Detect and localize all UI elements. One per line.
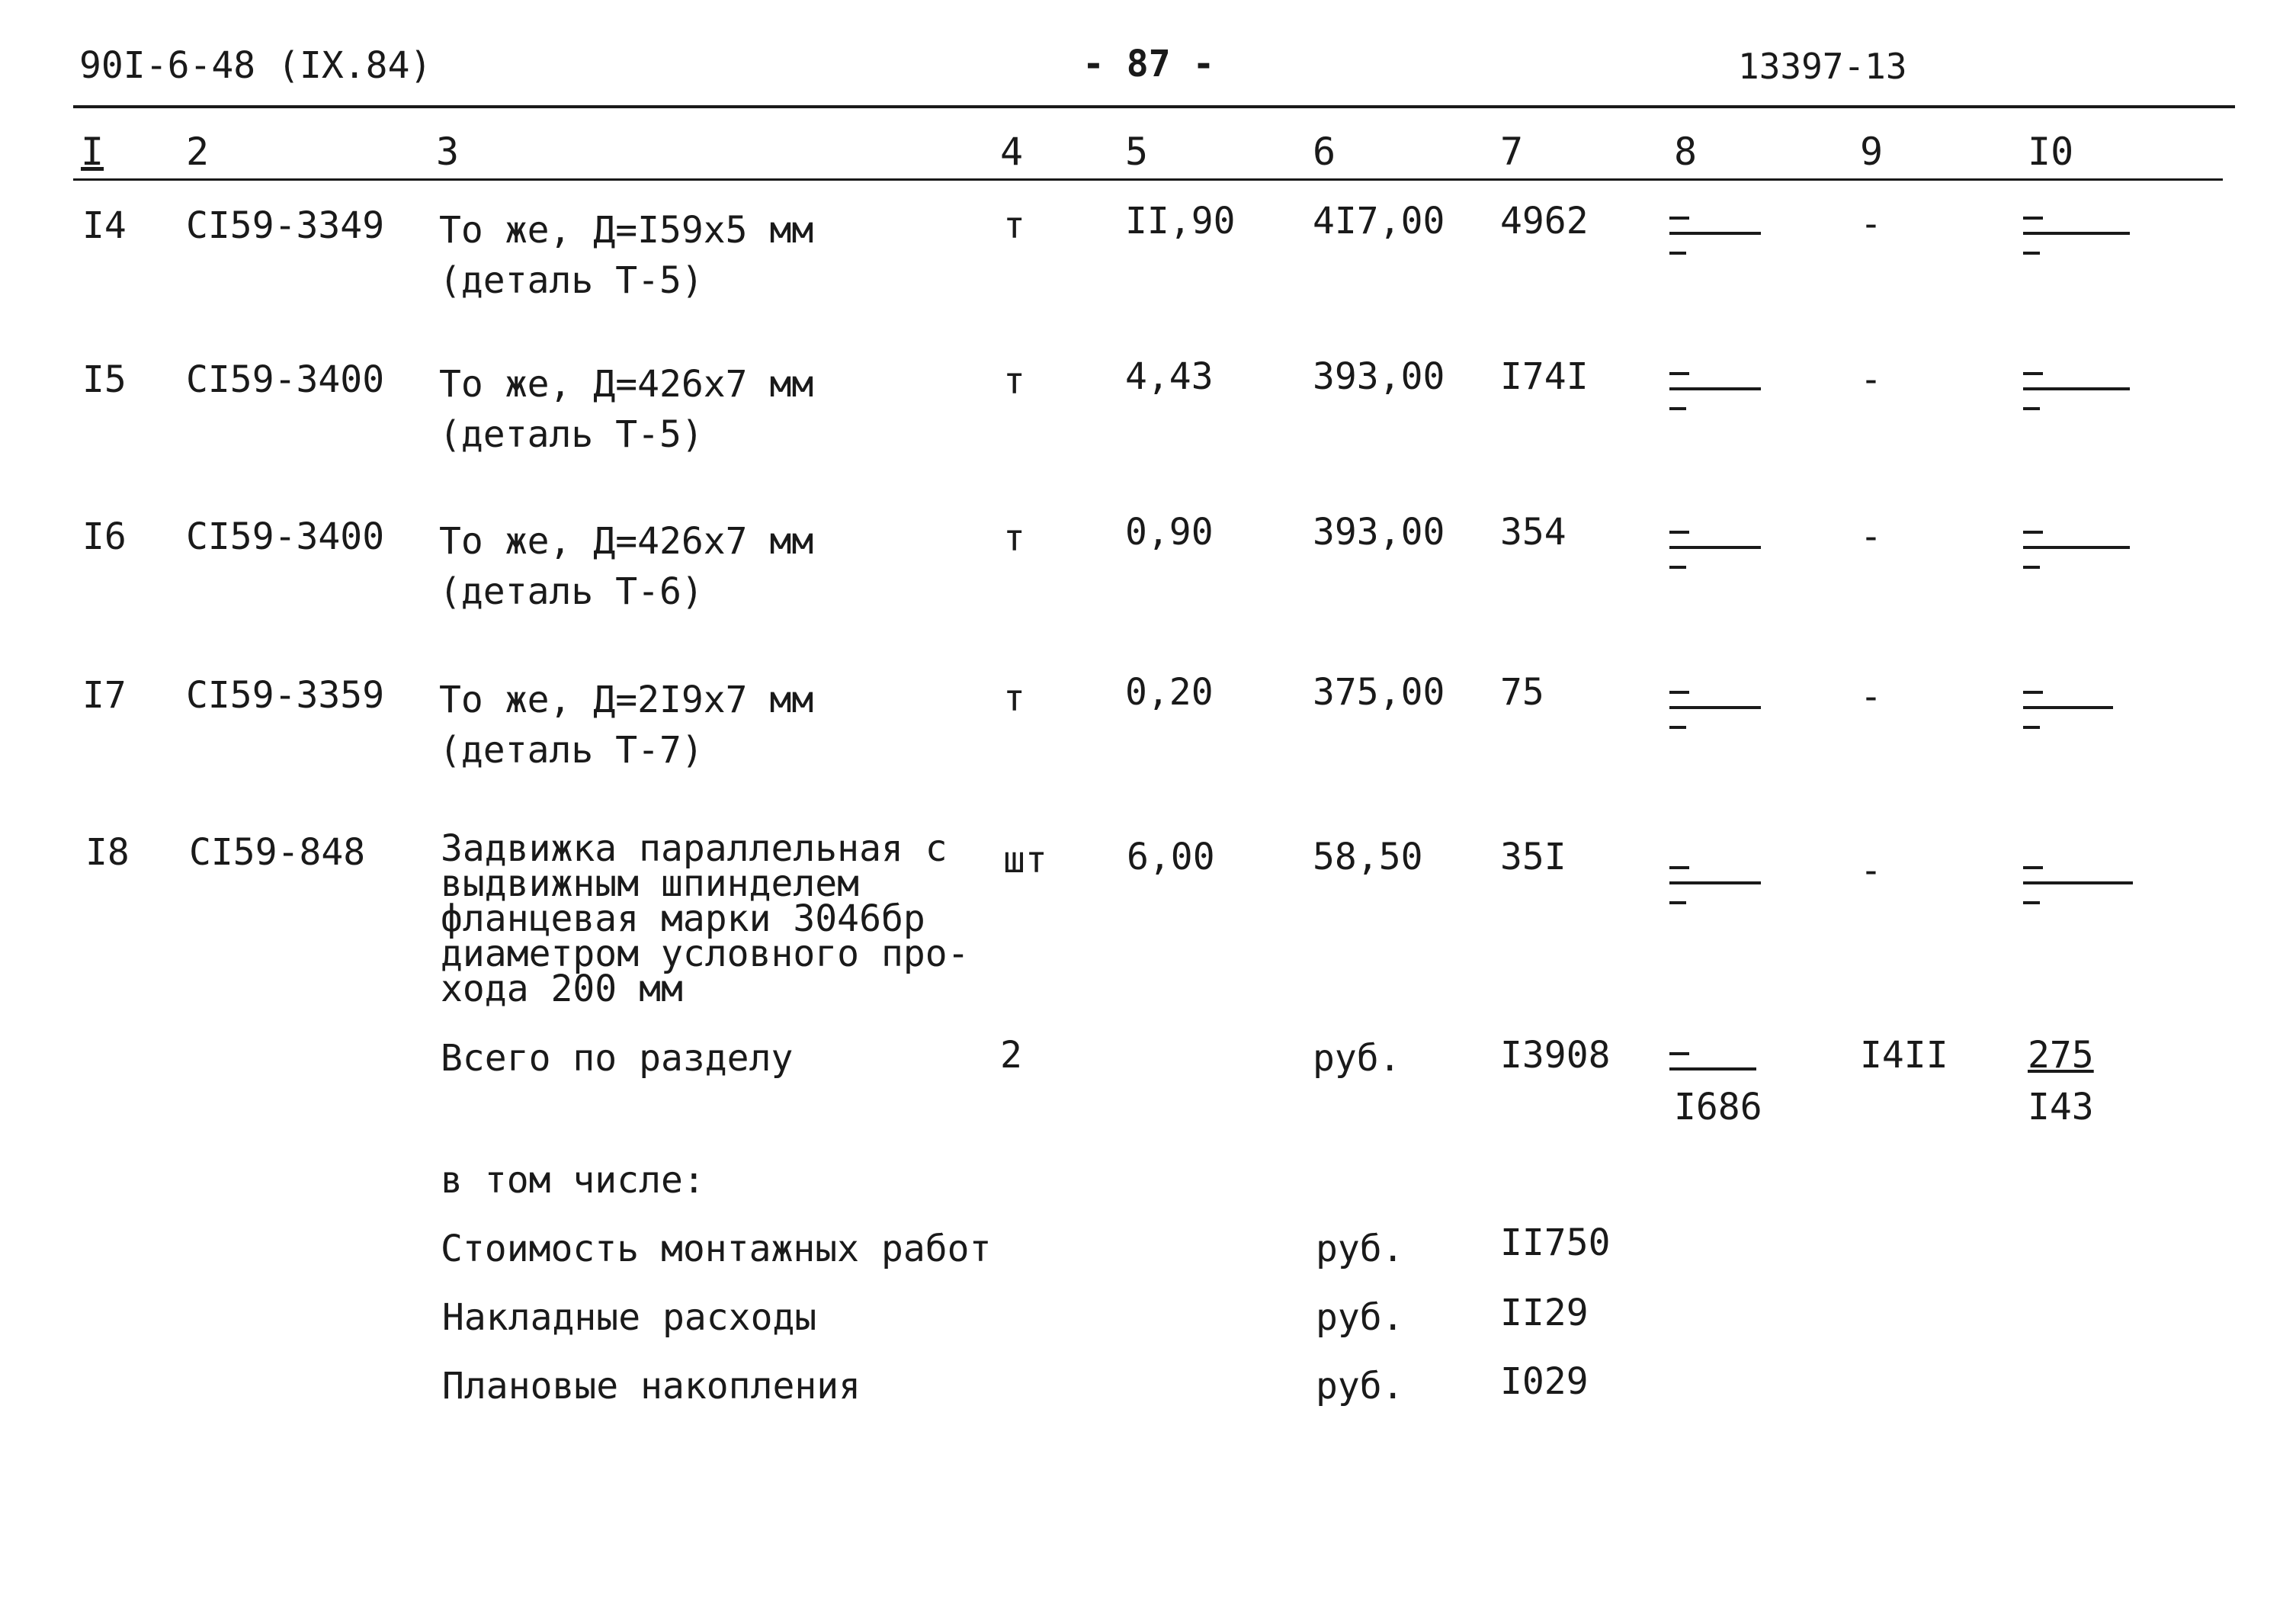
row-quantity: 0,20 bbox=[1125, 671, 1214, 714]
row-price: 4I7,00 bbox=[1313, 200, 1445, 242]
row-total: 35I bbox=[1500, 836, 1566, 878]
cost-item-label: Плановые накопления bbox=[442, 1365, 861, 1408]
including-label: в том числе: bbox=[441, 1159, 705, 1202]
cost-item-value: II750 bbox=[1500, 1221, 1611, 1264]
section-total-column-9: I4II bbox=[1860, 1034, 1948, 1077]
row-description-line: (деталь Т-5) bbox=[439, 413, 704, 456]
column-8-fraction bbox=[1669, 213, 1761, 265]
cost-item-unit: руб. bbox=[1316, 1365, 1404, 1408]
row-price: 375,00 bbox=[1313, 671, 1445, 714]
row-quantity: 6,00 bbox=[1127, 836, 1215, 878]
column-number-10: I0 bbox=[2028, 130, 2074, 174]
row-quantity: 4,43 bbox=[1125, 355, 1214, 398]
row-unit: т bbox=[1003, 517, 1025, 560]
column-10-fraction bbox=[2023, 528, 2130, 579]
row-number: I7 bbox=[82, 674, 127, 717]
section-total-column-4: 2 bbox=[1000, 1034, 1022, 1077]
section-total-value: I3908 bbox=[1500, 1034, 1611, 1077]
column-9-value: - bbox=[1860, 358, 1882, 401]
row-total: I74I bbox=[1500, 355, 1589, 398]
row-total: 354 bbox=[1500, 511, 1566, 554]
sheet-reference: 13397-13 bbox=[1738, 46, 1907, 87]
row-description-line: выдвижным шпинделем bbox=[441, 862, 860, 905]
row-description-line: То же, Д=2I9х7 мм bbox=[439, 679, 814, 721]
cost-item-label: Стоимость монтажных работ bbox=[441, 1228, 992, 1270]
cost-item-value: I029 bbox=[1500, 1360, 1589, 1403]
cost-item-label: Накладные расходы bbox=[442, 1296, 817, 1339]
column-9-value: - bbox=[1860, 849, 1882, 892]
row-description-line: фланцевая марки 3046бр bbox=[441, 897, 925, 940]
column-9-value: - bbox=[1860, 203, 1882, 246]
column-header-rule bbox=[73, 178, 2223, 181]
row-description-line: То же, Д=426х7 мм bbox=[439, 363, 814, 406]
row-quantity: 0,90 bbox=[1125, 511, 1214, 554]
row-price: 393,00 bbox=[1313, 511, 1445, 554]
cost-item-unit: руб. bbox=[1316, 1296, 1404, 1339]
column-10-fraction bbox=[2023, 688, 2113, 740]
row-total: 4962 bbox=[1500, 200, 1589, 242]
row-code: CI59-3400 bbox=[186, 358, 385, 401]
column-number-8: 8 bbox=[1674, 130, 1698, 174]
row-number: I4 bbox=[82, 204, 127, 247]
section-total-column-8-top bbox=[1669, 1052, 1689, 1055]
row-description-line: То же, Д=426х7 мм bbox=[439, 520, 814, 563]
column-number-4: 4 bbox=[1000, 130, 1024, 174]
section-total-column-10-bottom: I43 bbox=[2028, 1086, 2094, 1128]
row-description-line: хода 200 мм bbox=[441, 968, 683, 1010]
column-8-fraction bbox=[1669, 369, 1761, 421]
row-unit: т bbox=[1003, 204, 1025, 247]
row-description-line: То же, Д=I59х5 мм bbox=[439, 209, 814, 252]
row-code: CI59-3400 bbox=[186, 515, 385, 558]
row-description-line: (деталь Т-5) bbox=[439, 259, 704, 302]
row-price: 58,50 bbox=[1313, 836, 1423, 878]
header-rule bbox=[73, 105, 2235, 108]
row-code: CI59-848 bbox=[189, 831, 366, 874]
row-total: 75 bbox=[1500, 671, 1544, 714]
column-8-fraction bbox=[1669, 863, 1761, 915]
row-description-line: (деталь Т-6) bbox=[439, 570, 704, 613]
row-code: CI59-3359 bbox=[186, 674, 385, 717]
column-number-1: I bbox=[81, 130, 104, 174]
column-number-6: 6 bbox=[1313, 130, 1336, 174]
cost-item-unit: руб. bbox=[1316, 1228, 1404, 1270]
section-total-unit: руб. bbox=[1313, 1037, 1401, 1080]
row-number: I8 bbox=[85, 831, 130, 874]
section-total-label: Всего по разделу bbox=[441, 1037, 794, 1080]
cost-item-value: II29 bbox=[1500, 1292, 1589, 1334]
column-number-7: 7 bbox=[1500, 130, 1524, 174]
column-10-fraction bbox=[2023, 863, 2133, 915]
row-price: 393,00 bbox=[1313, 355, 1445, 398]
section-total-column-8-bottom: I686 bbox=[1674, 1086, 1762, 1128]
page-number: - 87 - bbox=[1082, 43, 1215, 85]
document-code: 90I-6-48 (IX.84) bbox=[79, 44, 432, 87]
row-description-line: диаметром условного про- bbox=[441, 932, 970, 975]
column-number-2: 2 bbox=[186, 130, 210, 174]
section-total-column-8-fraction bbox=[1669, 1049, 1756, 1071]
column-9-value: - bbox=[1860, 676, 1882, 718]
section-total-column-10-top: 275 bbox=[2028, 1034, 2094, 1077]
row-code: CI59-3349 bbox=[186, 204, 385, 247]
row-unit: т bbox=[1003, 360, 1025, 403]
row-description-line: Задвижка параллельная с bbox=[441, 827, 948, 870]
column-9-value: - bbox=[1860, 515, 1882, 558]
row-unit: т bbox=[1003, 677, 1025, 720]
column-number-9: 9 bbox=[1860, 130, 1884, 174]
row-number: I6 bbox=[82, 515, 127, 558]
column-8-fraction bbox=[1669, 688, 1761, 740]
row-quantity: II,90 bbox=[1125, 200, 1236, 242]
row-unit: шт bbox=[1003, 839, 1047, 881]
column-10-fraction bbox=[2023, 369, 2130, 421]
column-number-3: 3 bbox=[436, 130, 460, 174]
row-description-line: (деталь Т-7) bbox=[439, 729, 704, 772]
row-number: I5 bbox=[82, 358, 127, 401]
column-8-fraction bbox=[1669, 528, 1761, 579]
column-number-5: 5 bbox=[1125, 130, 1149, 174]
column-10-fraction bbox=[2023, 213, 2130, 265]
